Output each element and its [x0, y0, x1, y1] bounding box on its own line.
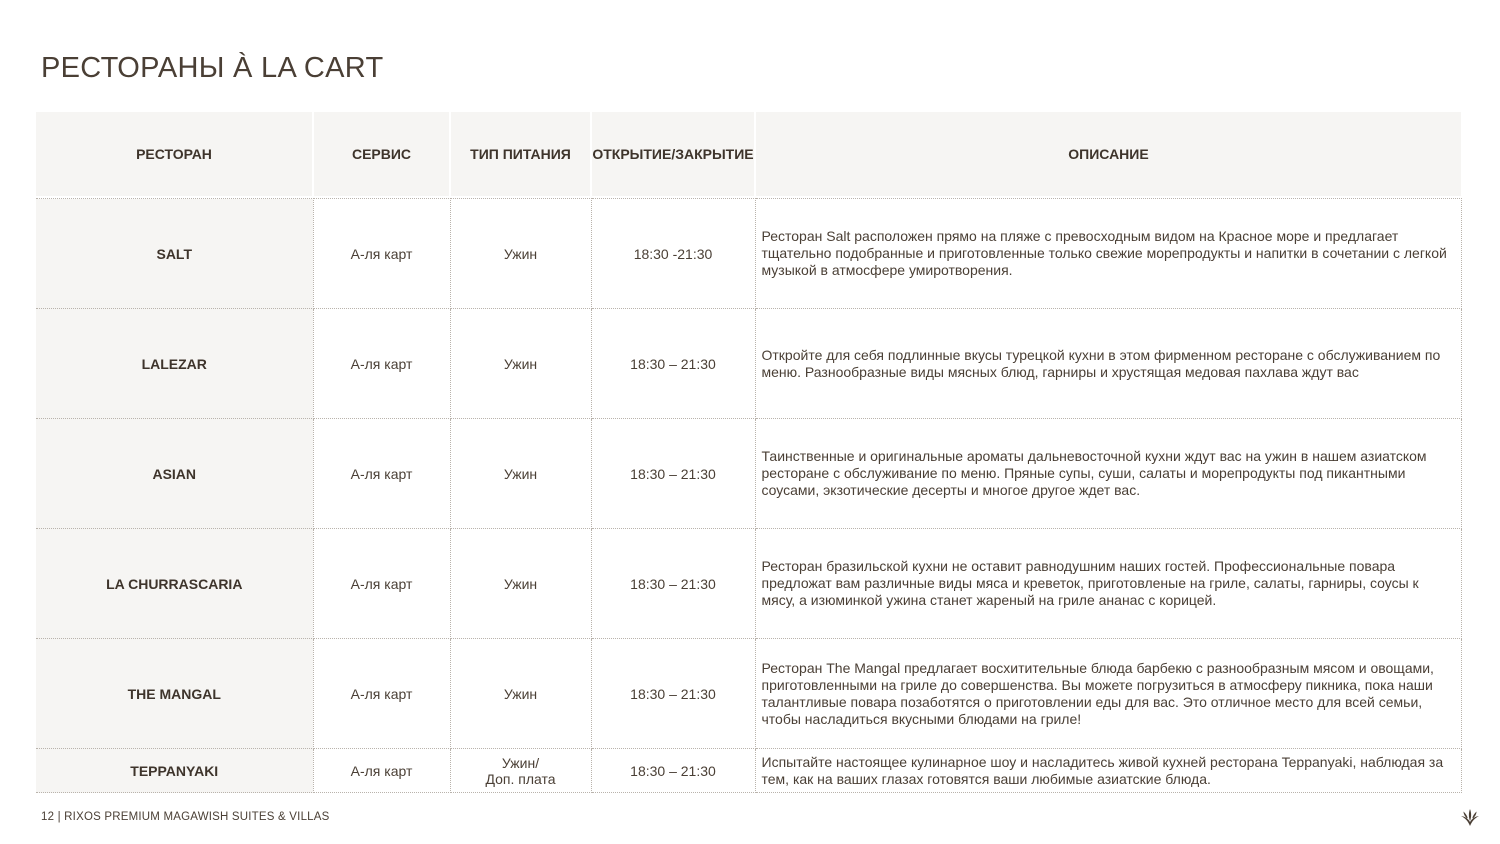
restaurant-name: ASIAN — [36, 419, 313, 529]
table-header-row — [36, 112, 1461, 196]
service-cell: А-ля карт — [313, 639, 450, 749]
table-row — [36, 309, 1461, 419]
description-cell: Таинственные и оригинальные ароматы дальневосточной кухни ждут вас на ужин в нашем азиатском ресторане с обслуживание по меню. Пряные супы, суши, салаты и морепродукты под пикантными соусами, экзотические десерты и многое другое ждет вас. — [755, 419, 1461, 529]
description-cell: Ресторан бразильской кухни не оставит равнодушним наших гостей. Профессиональные повара предложат вам различные виды мяса и креветок, приготовленые на гриле, салаты, гарниры, соусы к мясу, а изюминкой ужина станет жареный на гриле ананас с корицей. — [755, 529, 1461, 639]
restaurant-name: SALT — [36, 199, 313, 309]
service-cell: А-ля карт — [313, 309, 450, 419]
hours-cell: 18:30 – 21:30 — [591, 419, 755, 529]
description-cell: Испытайте настоящее кулинарное шоу и насладитесь живой кухней ресторана Teppanyaki, наблюдая за тем, как на ваших глазах готовятся ваши любимые азиатские блюда. — [755, 749, 1461, 793]
meal-cell — [450, 749, 591, 793]
table-row — [36, 419, 1461, 529]
header-service: СЕРВИС — [313, 112, 450, 196]
service-cell: А-ля карт — [313, 199, 450, 309]
hours-cell: 18:30 – 21:30 — [591, 749, 755, 793]
restaurants-table — [36, 112, 1462, 793]
hours-cell: 18:30 – 21:30 — [591, 529, 755, 639]
restaurant-name: LA CHURRASCARIA — [36, 529, 313, 639]
table-row — [36, 529, 1461, 639]
description-cell: Ресторан The Mangal предлагает восхитительные блюда барбекю с разнообразным мясом и овощами, приготовленными на гриле до совершенства. Вы можете погрузиться в атмосферу пикника, пока наши талантливые повара позаботятся о приготовлении еды для вас. Это отличное место для всей семьи, чтобы насладиться вкусными блюдами на гриле! — [755, 639, 1461, 749]
page-title: РЕСТОРАНЫ À LA CART — [41, 52, 384, 84]
restaurant-name: LALEZAR — [36, 309, 313, 419]
description-cell: Ресторан Salt расположен прямо на пляже с превосходным видом на Красное море и предлагает тщательно подобранные и приготовленные только свежие морепродукты и напитки в сочетании с легкой музыкой в атмосфере умиротворения. — [755, 199, 1461, 309]
hours-cell: 18:30 – 21:30 — [591, 309, 755, 419]
table-row — [36, 639, 1461, 749]
description-cell: Откройте для себя подлинные вкусы турецкой кухни в этом фирменном ресторане с обслуживанием по меню. Разнообразные виды мясных блюд, гарниры и хрустящая медовая пахлава ждут вас — [755, 309, 1461, 419]
meal-line: Ужин/ — [501, 754, 540, 771]
restaurant-name: TEPPANYAKI — [36, 749, 313, 793]
header-hours: ОТКРЫТИЕ/ЗАКРЫТИЕ — [591, 112, 755, 196]
service-cell: А-ля карт — [313, 419, 450, 529]
header-restaurant: РЕСТОРАН — [36, 112, 313, 196]
meal-cell: Ужин — [450, 529, 591, 639]
footer-page-label: 12 | RIXOS PREMIUM MAGAWISH SUITES & VILLAS — [41, 811, 330, 823]
meal-cell: Ужин — [450, 639, 591, 749]
hours-cell: 18:30 – 21:30 — [591, 639, 755, 749]
service-cell: А-ля карт — [313, 749, 450, 793]
meal-cell: Ужин — [450, 199, 591, 309]
hours-cell: 18:30 -21:30 — [591, 199, 755, 309]
table-row — [36, 199, 1461, 309]
header-meal-type: ТИП ПИТАНИЯ — [450, 112, 591, 196]
meal-cell: Ужин — [450, 419, 591, 529]
meal-line: Доп. плата — [485, 770, 556, 787]
restaurant-name: THE MANGAL — [36, 639, 313, 749]
rixos-tulip-logo-icon — [1459, 806, 1481, 828]
header-description: ОПИСАНИЕ — [755, 112, 1461, 196]
service-cell: А-ля карт — [313, 529, 450, 639]
table-row — [36, 749, 1461, 793]
meal-cell: Ужин — [450, 309, 591, 419]
